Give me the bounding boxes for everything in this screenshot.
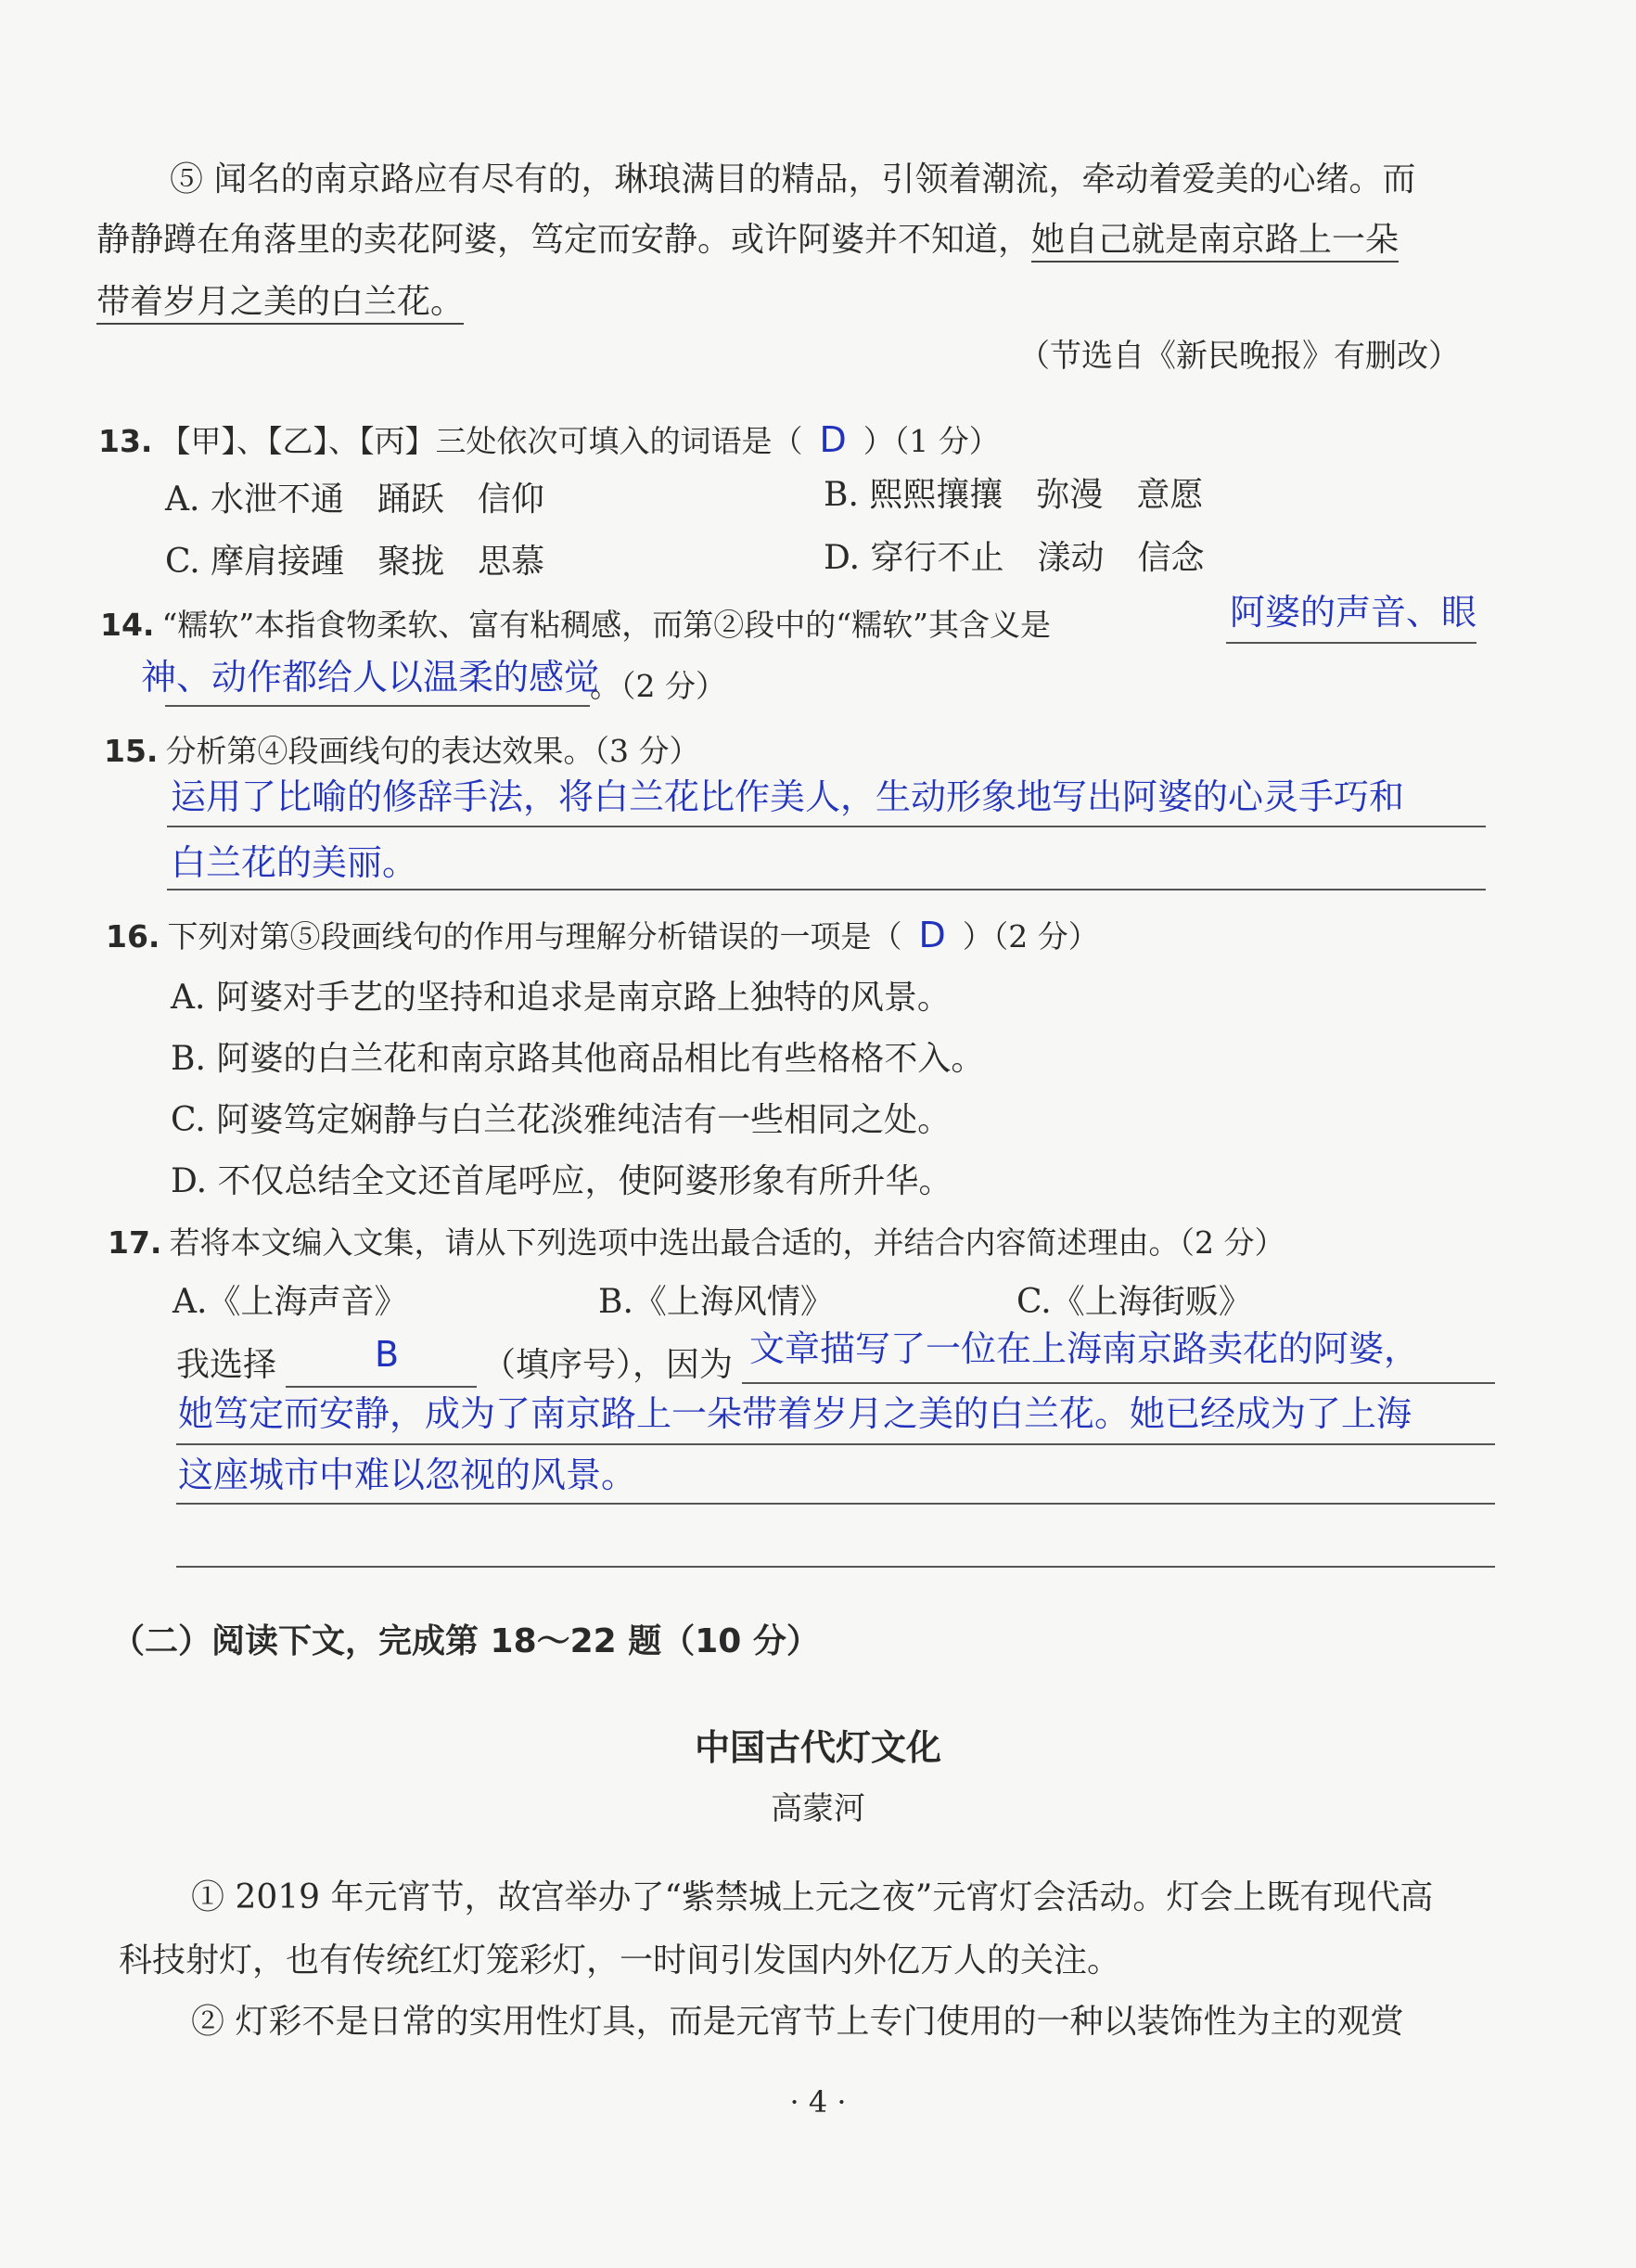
q16-option-a: A. 阿婆对手艺的坚持和追求是南京路上独特的风景。 (171, 979, 951, 1017)
page-number: · 4 · (789, 2084, 847, 2120)
q17-stem (108, 1221, 1285, 1265)
q14-answer-line1: 阿婆的声音、眼 (1230, 592, 1477, 633)
q17-reason-line3: 这座城市中难以忽视的风景。 (178, 1454, 637, 1495)
q14-score: 。（2 分） (590, 668, 726, 704)
q13-option-b: B. 熙熙攘攘 弥漫 意愿 (824, 476, 1204, 514)
q13-option-d: D. 穿行不止 漾动 信念 (824, 539, 1205, 577)
q17-stem-text: 若将本文编入文集，请从下列选项中选出最合适的，并结合内容简述理由。（2 分） (169, 1224, 1285, 1261)
article-p1-line1: ① 2019 年元宵节，故宫举办了“紫禁城上元之夜”元宵灯会活动。灯会上既有现代高 (191, 1878, 1434, 1916)
q14-stem (100, 603, 1051, 647)
q16-number: 16. (106, 918, 160, 955)
article-title: 中国古代灯文化 (694, 1727, 941, 1768)
q13-option-a: A. 水泄不通 踊跃 信仰 (165, 481, 544, 519)
para5-line2 (96, 218, 1399, 263)
q15-answer-rule1 (167, 826, 1486, 827)
q17-reason-rule1 (742, 1382, 1495, 1384)
para5-line2-plain: 静静蹲在角落里的卖花阿婆，笃定而安静。或许阿婆并不知道， (96, 221, 1032, 259)
q16-option-d: D. 不仅总结全文还首尾呼应，使阿婆形象有所升华。 (171, 1162, 952, 1200)
q16-stem (106, 913, 1099, 959)
q15-answer-rule2 (167, 889, 1486, 891)
q15-number: 15. (104, 733, 159, 769)
q15-stem (104, 729, 699, 774)
q17-reason-line1: 文章描写了一位在上海南京路卖花的阿婆， (749, 1328, 1420, 1369)
q13-number: 13. (98, 423, 153, 459)
article-p1-line2: 科技射灯，也有传统红灯笼彩灯，一时间引发国内外亿万人的关注。 (119, 1941, 1121, 1980)
q15-answer-line2: 白兰花的美丽。 (171, 842, 418, 883)
q17-answer: B (375, 1334, 400, 1375)
q13-stem-b: ）（1 分） (863, 423, 1000, 459)
q17-option-a: A.《上海声音》 (173, 1283, 408, 1321)
q16-answer: D (918, 915, 946, 955)
q16-option-c: C. 阿婆笃定娴静与白兰花淡雅纯洁有一些相同之处。 (171, 1101, 952, 1139)
q17-number: 17. (108, 1224, 162, 1261)
article-p2-line1: ② 灯彩不是日常的实用性灯具，而是元宵节上专门使用的一种以装饰性为主的观赏 (191, 2003, 1404, 2041)
q14-stem-text: “糯软”本指食物柔软、富有粘稠感，而第②段中的“糯软”其含义是 (161, 607, 1051, 643)
para5-underlined-text: 她自己就是南京路上一朵 (1031, 221, 1399, 263)
q13-stem-a: 【甲】、【乙】、【丙】三处依次可填入的词语是（ (160, 423, 803, 459)
q17-choose-label: 我选择 (176, 1346, 277, 1384)
para5-line1: ⑤ 闻名的南京路应有尽有的，琳琅满目的精品，引领着潮流，牵动着爱美的心绪。而 (170, 160, 1416, 199)
q17-choice-rule (286, 1386, 477, 1388)
q17-fill-label: （填序号），因为 (482, 1346, 734, 1384)
q16-stem-b: ）（2 分） (962, 918, 1099, 955)
source-note: （节选自《新民晚报》有删改） (1018, 338, 1460, 375)
q17-reason-rule4 (176, 1566, 1495, 1568)
q15-answer-line1: 运用了比喻的修辞手法，将白兰花比作美人，生动形象地写出阿婆的心灵手巧和 (171, 776, 1405, 817)
para5-line3 (96, 280, 464, 325)
para5-underlined-text-end: 带着岁月之美的白兰花。 (96, 283, 464, 325)
q17-option-c: C.《上海街贩》 (1016, 1283, 1252, 1321)
q14-number: 14. (100, 607, 155, 643)
q15-stem-text: 分析第④段画线句的表达效果。（3 分） (165, 733, 700, 769)
q14-answer-rule2 (165, 705, 590, 707)
article-author: 高蒙河 (771, 1790, 865, 1827)
q14-answer-line2: 神、动作都给人以温柔的感觉 (141, 657, 600, 698)
q17-reason-rule3 (176, 1503, 1495, 1505)
section2-heading: （二）阅读下文，完成第 18～22 题（10 分） (111, 1622, 820, 1660)
q16-stem-a: 下列对第⑤段画线句的作用与理解分析错误的一项是（ (167, 918, 902, 955)
q13-option-c: C. 摩肩接踵 聚拢 思慕 (165, 543, 545, 581)
q13-stem (98, 417, 1000, 464)
q14-answer-rule1 (1226, 642, 1476, 644)
q17-reason-rule2 (176, 1443, 1495, 1445)
q13-answer: D (819, 419, 847, 460)
q16-option-b: B. 阿婆的白兰花和南京路其他商品相比有些格格不入。 (171, 1040, 985, 1078)
q17-option-b: B.《上海风情》 (598, 1283, 834, 1321)
q17-reason-line2: 她笃定而安静，成为了南京路上一朵带着岁月之美的白兰花。她已经成为了上海 (178, 1393, 1412, 1434)
